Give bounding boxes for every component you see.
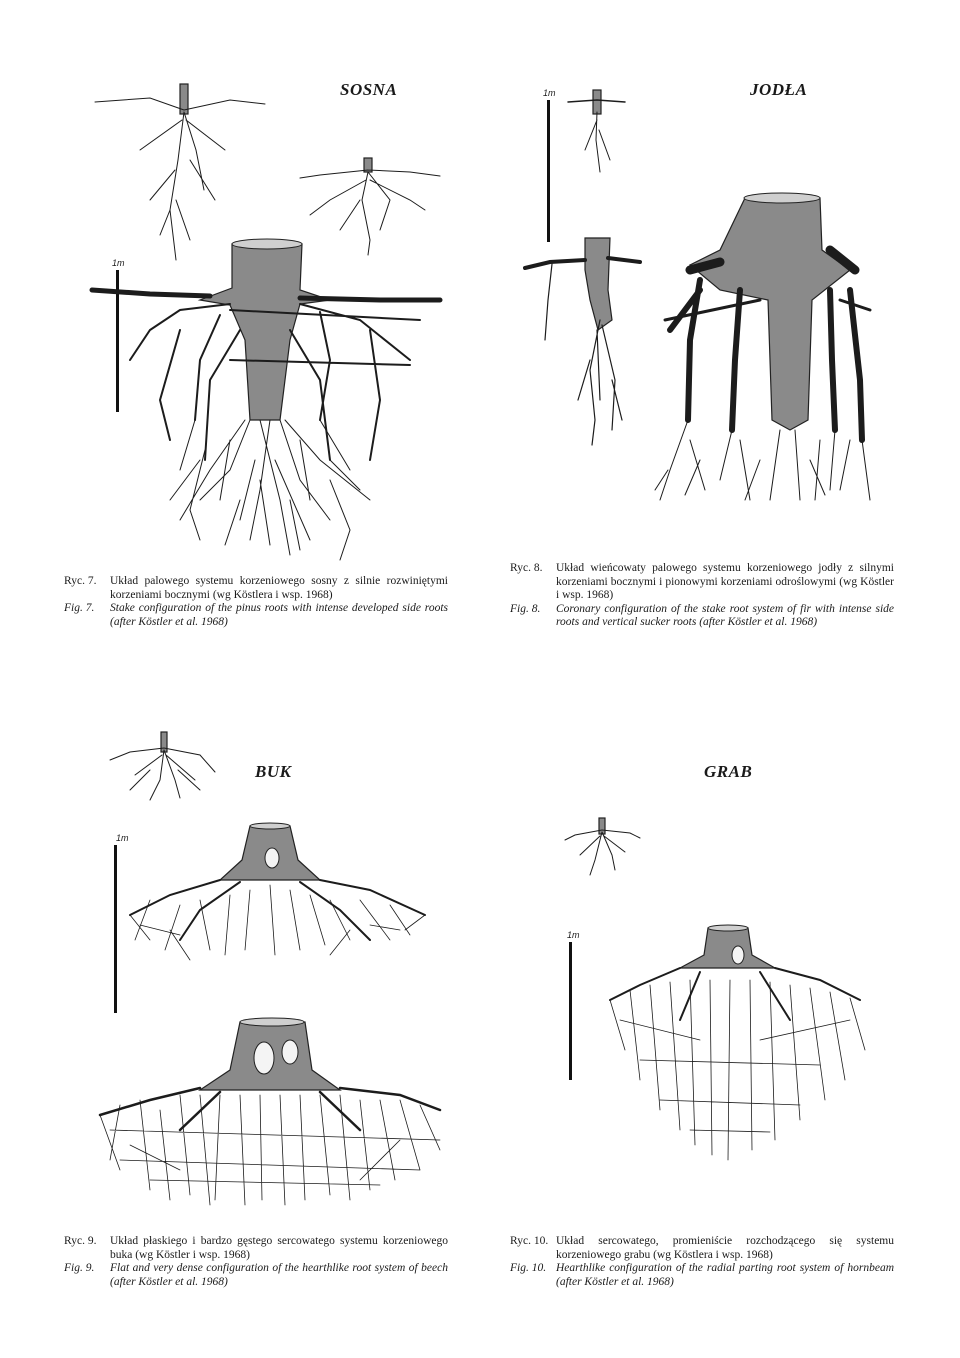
- caption-label: Fig. 7.: [64, 602, 95, 614]
- caption-pl: [510, 562, 894, 603]
- panel-title: SOSNA: [340, 80, 398, 99]
- caption-text: Hearthlike configuration of the radial parting root system of hornbeam (after Köstler et al. 1968): [556, 1262, 894, 1288]
- caption-text: Coronary configuration of the stake root system of fir with intense side roots and vertical sucker roots (after Köstler et al. 1968): [556, 602, 894, 628]
- scale-label: 1m: [116, 833, 129, 843]
- scale-label: 1m: [112, 258, 125, 268]
- caption-en: [64, 1262, 448, 1289]
- jodla-seedling-root-illustration: [568, 90, 625, 172]
- caption-text: Układ wieńcowaty palowego systemu korzeniowego jodły z silnymi korzeniami bocznymi i pionowymi korzeniami odroślowymi (wg Köstler i wsp. 1968): [556, 562, 894, 601]
- caption-pl: [64, 1235, 448, 1262]
- scale-label: 1m: [543, 88, 556, 98]
- grab-mature-root-illustration: [610, 925, 865, 1160]
- caption-block: [510, 562, 894, 630]
- caption-pl: [510, 1235, 894, 1262]
- caption-block: [510, 1235, 894, 1289]
- caption-en: [510, 603, 894, 630]
- caption-text: Stake configuration of the pinus roots with intense developed side roots (after Köstler et al. 1968): [110, 602, 448, 628]
- jodla-mature-root-illustration: [655, 193, 870, 500]
- caption-label: Fig. 9.: [64, 1262, 95, 1274]
- panel-title: BUK: [255, 762, 292, 781]
- caption-text: Układ palowego systemu korzeniowego sosny z silnie rozwiniętymi korzeniami bocznymi (wg Köstlera i wsp. 1968): [110, 575, 448, 601]
- caption-label: Ryc. 8.: [510, 562, 543, 574]
- jodla-young-root-illustration: [525, 238, 640, 445]
- caption-label: Fig. 8.: [510, 602, 541, 615]
- panel-title: GRAB: [704, 762, 753, 781]
- caption-label: Fig. 10.: [510, 1262, 547, 1274]
- caption-text: Układ sercowatego, promieniście rozchodzącego się systemu korzeniowego grabu (wg Köstlera i wsp. 1968): [556, 1235, 894, 1261]
- scale-label: 1m: [567, 930, 580, 940]
- caption-en: [64, 602, 448, 629]
- caption-text: Układ płaskiego i bardzo gęstego sercowatego systemu korzeniowego buka (wg Köstler i wsp. 1968): [110, 1235, 448, 1261]
- caption-label: Ryc. 10.: [510, 1235, 549, 1247]
- caption-block: [64, 1235, 448, 1289]
- caption-en: [510, 1262, 894, 1289]
- panel-title: JODŁA: [750, 80, 808, 99]
- caption-label: Ryc. 9.: [64, 1235, 97, 1247]
- grab-seedling-root-illustration: [565, 818, 640, 875]
- caption-text: Flat and very dense configuration of the hearthlike root system of beech (after Köstler et al. 1968): [110, 1262, 448, 1288]
- caption-label: Ryc. 7.: [64, 575, 97, 587]
